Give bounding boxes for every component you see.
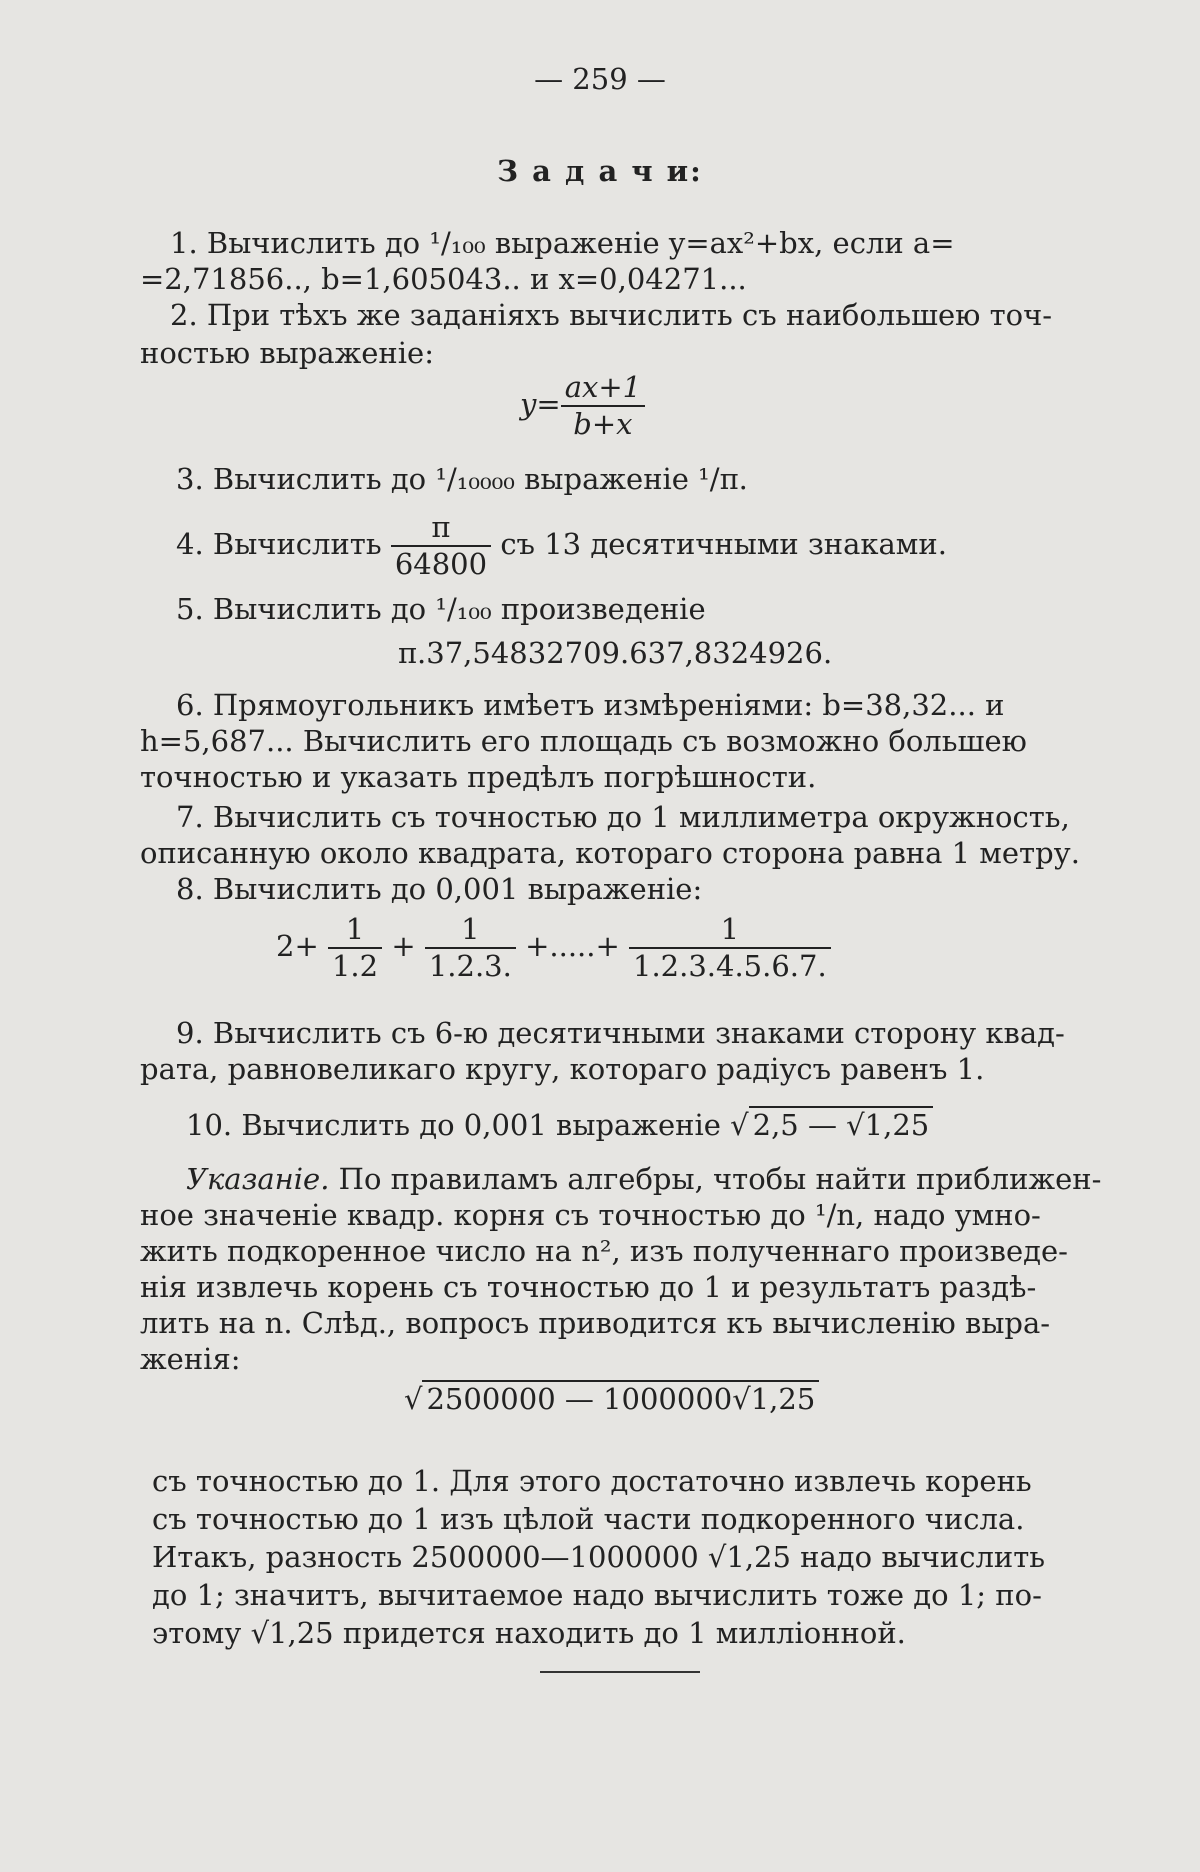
problem-4-prefix: 4. Вычислить [176, 526, 382, 561]
hint-line-4: нія извлечь корень съ точностью до 1 и результатъ раздѣ- [140, 1270, 1037, 1304]
problem-7-line-2: описанную около квадрата, котораго сторона равна 1 метру. [140, 836, 1080, 870]
problem-4-fraction [391, 510, 491, 582]
hint-line-3: жить подкоренное число на n², изъ полученнаго произведе- [140, 1234, 1068, 1268]
problem-1-line-2: =2,71856.., b=1,605043.. и x=0,04271... [140, 262, 747, 296]
problem-9-line-2: рата, равновеликаго кругу, котораго радіусъ равенъ 1. [140, 1052, 985, 1086]
equation-8-term-2-denominator: 1.2.3. [425, 947, 516, 984]
problem-10-radicand: 2,5 — √1,25 [749, 1106, 934, 1143]
hint-text-1: По правиламъ алгебры, чтобы найти приближен- [338, 1162, 1102, 1196]
problem-1-line-1: 1. Вычислить до ¹/₁₀₀ выраженіе y=ax²+bx, если a= [170, 226, 955, 260]
hint-label: Указаніе. [186, 1162, 330, 1196]
problem-5: 5. Вычислить до ¹/₁₀₀ произведеніе [176, 592, 706, 626]
problem-4-numerator: π [431, 510, 451, 544]
problem-5-expression: π.37,54832709.637,8324926. [398, 636, 833, 670]
problem-7-line-1: 7. Вычислить съ точностью до 1 миллиметра окружность, [176, 800, 1070, 834]
end-rule [540, 1671, 700, 1673]
equation-8-term-3 [629, 912, 831, 984]
hint-line-1 [186, 1162, 1101, 1197]
section-heading: З а д а ч и: [497, 154, 703, 188]
closing-line-5: этому √1,25 придется находить до 1 милліонной. [152, 1616, 906, 1650]
equation-8-plus: + [391, 928, 416, 963]
equation-8 [276, 912, 831, 984]
equation-8-term-3-denominator: 1.2.3.4.5.6.7. [629, 947, 831, 984]
closing-line-1: съ точностью до 1. Для этого достаточно извлечь корень [152, 1464, 1032, 1498]
equation-8-ellipsis: +.....+ [525, 928, 620, 963]
problem-10 [186, 1106, 933, 1143]
hint-equation [404, 1380, 819, 1417]
hint-equation-radicand: 2500000 — 1000000√1,25 [422, 1380, 819, 1417]
equation-8-term-1 [328, 912, 382, 984]
closing-line-4: до 1; значитъ, вычитаемое надо вычислить тоже до 1; по- [152, 1578, 1042, 1612]
problem-6-line-1: 6. Прямоугольникъ имѣетъ измѣреніями: b=38,32... и [176, 688, 1005, 722]
problem-4-suffix: съ 13 десятичными знаками. [500, 526, 947, 561]
problem-6-line-2: h=5,687... Вычислить его площадь съ возможно большею [140, 724, 1027, 758]
closing-line-2: съ точностью до 1 изъ цѣлой части подкоренного числа. [152, 1502, 1025, 1536]
equation-8-term-2-numerator: 1 [461, 912, 480, 946]
problem-2-line-2: ностью выраженіе: [140, 336, 434, 370]
equation-2-denominator: b+x [561, 405, 645, 442]
equation-2-fraction [561, 370, 645, 442]
problem-3: 3. Вычислить до ¹/₁₀₀₀₀ выраженіе ¹/π. [176, 462, 748, 496]
problem-4 [176, 510, 947, 582]
hint-line-2: ное значеніе квадр. корня съ точностью до ¹/n, надо умно- [140, 1198, 1041, 1232]
hint-line-6: женія: [140, 1342, 241, 1376]
problem-2-line-1: 2. При тѣхъ же заданіяхъ вычислить съ наибольшею точ- [170, 298, 1053, 332]
page-number: — 259 — [534, 62, 666, 96]
problem-10-prefix: 10. Вычислить до 0,001 выраженіе √ [186, 1108, 749, 1142]
problem-9-line-1: 9. Вычислить съ 6-ю десятичными знаками сторону квад- [176, 1016, 1065, 1050]
equation-8-term-1-denominator: 1.2 [328, 947, 382, 984]
problem-4-denominator: 64800 [391, 545, 491, 582]
hint-line-5: лить на n. Слѣд., вопросъ приводится къ вычисленію выра- [140, 1306, 1051, 1340]
equation-2-lhs: y= [520, 386, 561, 421]
equation-8-term-1-numerator: 1 [345, 912, 365, 946]
equation-2-numerator: ax+1 [564, 370, 642, 404]
problem-8: 8. Вычислить до 0,001 выраженіе: [176, 872, 703, 906]
closing-line-3: Итакъ, разность 2500000—1000000 √1,25 надо вычислить [152, 1540, 1046, 1574]
equation-2 [520, 370, 645, 442]
equation-8-lead: 2+ [276, 928, 319, 963]
problem-6-line-3: точностью и указать предѣлъ погрѣшности. [140, 760, 817, 794]
equation-8-term-2 [425, 912, 516, 984]
hint-equation-root: √ [404, 1382, 423, 1416]
equation-8-term-3-numerator: 1 [720, 912, 740, 946]
